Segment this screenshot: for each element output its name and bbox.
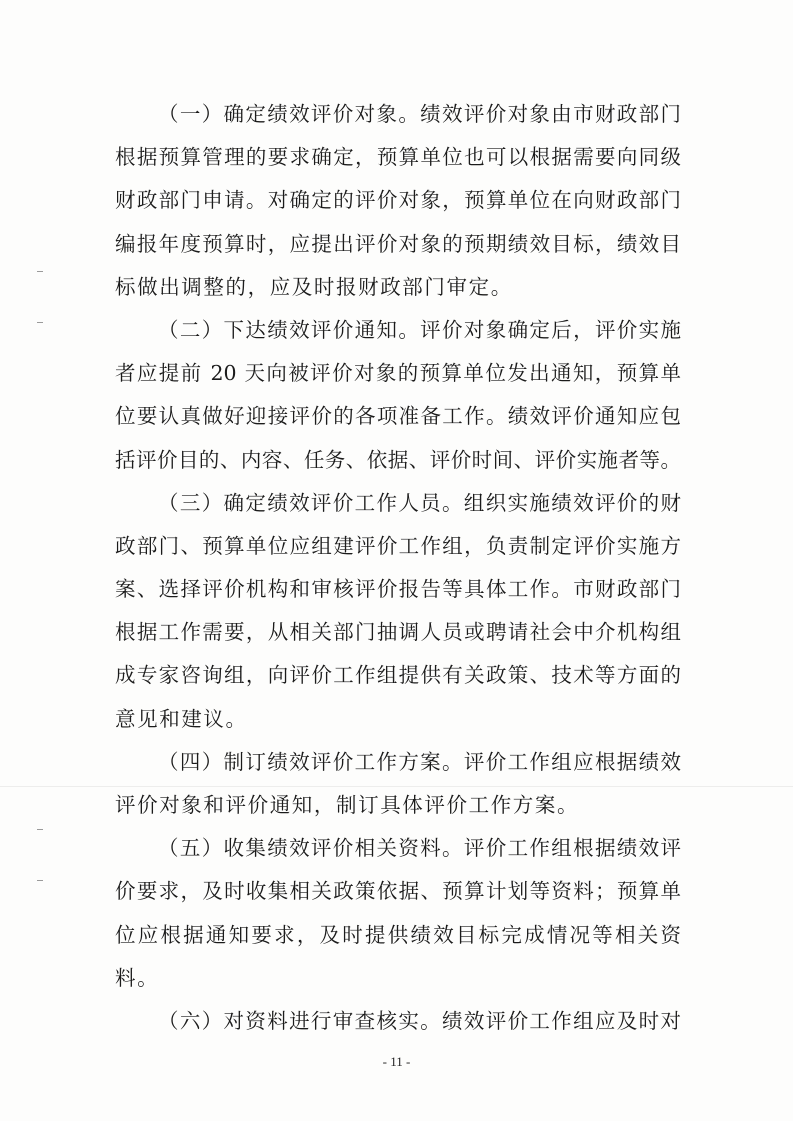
paragraph-5-line-1: （五）收集绩效评价相关资料。评价工作组根据绩效评	[158, 836, 681, 861]
paragraph-5-line-4: 料。	[115, 965, 160, 990]
paragraph-3-line-1: （三）确定绩效评价工作人员。组织实施绩效评价的财	[158, 490, 681, 515]
paragraph-2-line-3: 位要认真做好迎接评价的各项准备工作。绩效评价通知应包	[115, 404, 681, 429]
paragraph-3-line-5: 成专家咨询组，向评价工作组提供有关政策、技术等方面的	[115, 663, 681, 688]
paragraph-1-line-5: 标做出调整的，应及时报财政部门审定。	[115, 274, 513, 299]
paragraph-2-line-2: 者应提前 20 天向被评价对象的预算单位发出通知，预算单	[115, 361, 681, 386]
paragraph-1-line-3: 财政部门申请。对确定的评价对象，预算单位在向财政部门	[115, 188, 681, 213]
scan-mark	[37, 829, 43, 830]
paragraph-3-line-6: 意见和建议。	[115, 706, 248, 731]
scan-mark	[37, 271, 43, 272]
paragraph-1-line-1: （一）确定绩效评价对象。绩效评价对象由市财政部门	[158, 102, 681, 126]
paragraph-4-line-1: （四）制订绩效评价工作方案。评价工作组应根据绩效	[158, 749, 681, 774]
paragraph-3-line-4: 根据工作需要，从相关部门抽调人员或聘请社会中介机构组	[115, 620, 681, 645]
paragraph-1-line-2: 根据预算管理的要求确定，预算单位也可以根据需要向同级	[115, 145, 681, 170]
body-text	[115, 93, 681, 1043]
paragraph-6-line-1: （六）对资料进行审查核实。绩效评价工作组应及时对	[158, 1008, 681, 1033]
scan-mark	[37, 322, 43, 323]
paragraph-4-line-2: 评价对象和评价通知，制订具体评价工作方案。	[115, 793, 580, 817]
paragraph-5-line-3: 位应根据通知要求，及时提供绩效目标完成情况等相关资	[115, 922, 681, 947]
scan-mark	[37, 880, 43, 881]
paragraph-2-line-1: （二）下达绩效评价通知。评价对象确定后，评价实施	[158, 317, 681, 342]
paragraph-5-line-2: 价要求，及时收集相关政策依据、预算计划等资料；预算单	[115, 879, 681, 904]
paragraph-3-line-2: 政部门、预算单位应组建评价工作组，负责制定评价实施方	[115, 533, 681, 558]
page-number: - 11 -	[382, 1054, 411, 1069]
paragraph-2-line-4: 括评价目的、内容、任务、依据、评价时间、评价实施者等。	[115, 447, 681, 472]
paragraph-3-line-3: 案、选择评价机构和审核评价报告等具体工作。市财政部门	[115, 577, 681, 602]
paragraph-1-line-4: 编报年度预算时，应提出评价对象的预期绩效目标，绩效目	[115, 231, 681, 256]
